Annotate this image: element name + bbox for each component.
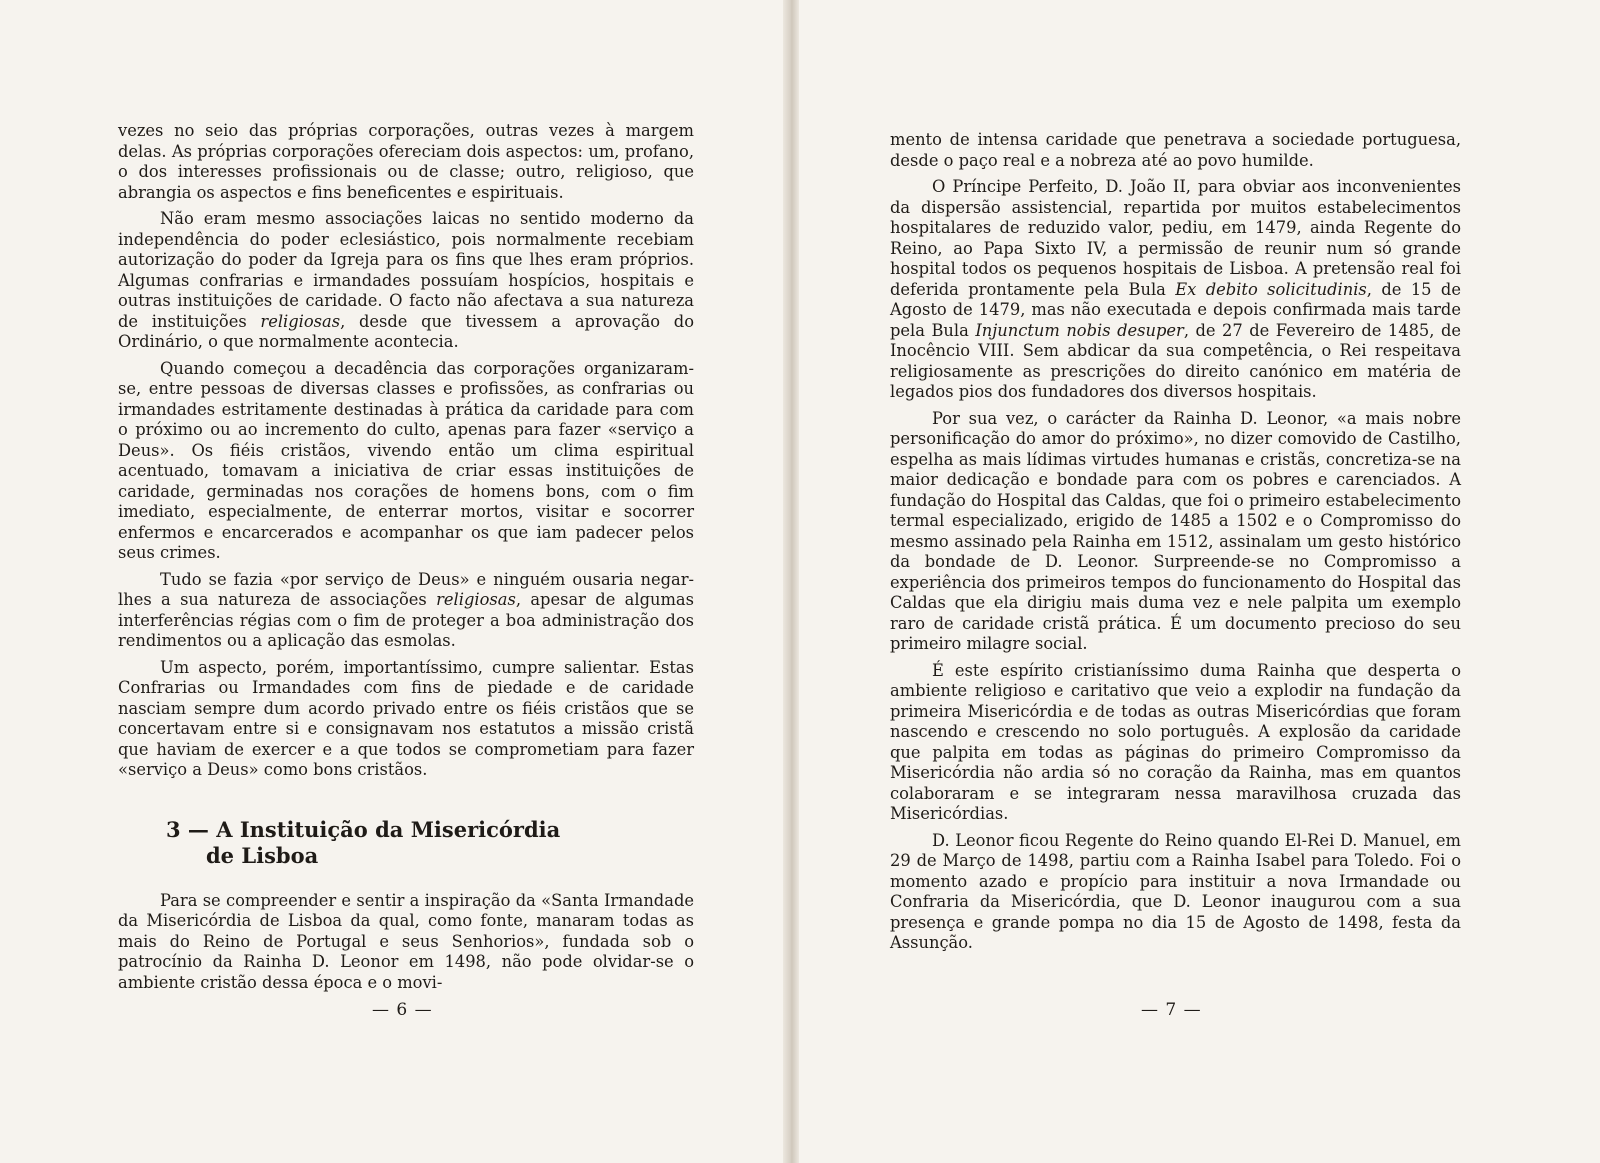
left-page-number: — 6 — — [372, 1000, 433, 1020]
left-paragraph-5: Um aspecto, porém, importantíssimo, cumpre salientar. Estas Confrarias ou Irmandades com fins de piedade e de caridade nasciam sempre dum acordo privado entre os fiéis cristãos que se concertavam entre si e consignavam nos estatutos a missão cristã que haviam de exercer e a que todos se comprometiam para fazer «serviço a Deus» como bons cristãos. — [118, 657, 694, 779]
left-page — [0, 0, 784, 1163]
section-heading-line1: 3 — A Instituição da Misericórdia — [166, 816, 561, 842]
section-heading-line2: de Lisboa — [206, 842, 319, 868]
section-heading — [166, 817, 694, 869]
right-text-column — [890, 130, 1461, 960]
left-paragraph-3: Quando começou a decadência das corporações organizaram-se, entre pessoas de diversas classes e profissões, as confrarias ou irmandades estritamente destinadas à prática da caridade para com o próximo ou ao incremento do culto, apenas para fazer «serviço a Deus». Os fiéis cristãos, vivendo então um clima espiritual acentuado, tomavam a iniciativa de criar essas instituições de caridade, germinadas nos corações de homens bons, com o fim imediato, especialmente, de enterrar mortos, visitar e socorrer enfermos e encarcerados e acompanhar os que iam padecer pelos seus crimes. — [118, 358, 694, 562]
left-text-column — [118, 121, 694, 999]
right-page-number: — 7 — — [1141, 1000, 1202, 1020]
left-paragraph-after-heading: Para se compreender e sentir a inspiração da «Santa Irmandade da Misericórdia de Lisboa da qual, como fonte, manaram todas as mais do Reino de Portugal e seus Senhorios», fundada sob o patrocínio da Rainha D. Leonor em 1498, não pode olvidar-se o ambiente cristão dessa época e o movi- — [118, 890, 694, 992]
right-paragraph-1: mento de intensa caridade que penetrava a sociedade portuguesa, desde o paço real e a nobreza até ao povo humilde. — [890, 130, 1461, 170]
right-paragraph-5: D. Leonor ficou Regente do Reino quando El-Rei D. Manuel, em 29 de Março de 1498, partiu com a Rainha Isabel para Toledo. Foi o momento azado e propício para instituir a nova Irmandade ou Confraria da Misericórdia, que D. Leonor inaugurou com a sua presença e grande pompa no dia 15 de Agosto de 1498, festa da Assunção. — [890, 830, 1461, 952]
right-paragraph-3: Por sua vez, o carácter da Rainha D. Leonor, «a mais nobre personificação do amor do próximo», no dizer comovido de Castilho, espelha as mais lídimas virtudes humanas e cristãs, concretiza-se na maior dedicação e bondade para com os pobres e carenciados. A fundação do Hospital das Caldas, que foi o primeiro estabelecimento termal especializado, erigido de 1485 a 1502 e o Compromisso do mesmo assinado pela Rainha em 1512, assinalam um gesto histórico da bondade de D. Leonor. Surpreende-se no Compromisso a experiência dos primeiros tempos do funcionamento do Hospital das Caldas que ela dirigiu mais duma vez e nele palpita um exemplo raro de caridade cristã prática. É um documento precioso do seu primeiro milagre social. — [890, 408, 1461, 653]
right-paragraph-4: É este espírito cristianíssimo duma Rainha que desperta o ambiente religioso e caritativo que veio a explodir na fundação da primeira Misericórdia e de todas as outras Misericórdias que foram nascendo e crescendo no solo português. A explosão da caridade que palpita em todas as páginas do primeiro Compromisso da Misericórdia não ardia só no coração da Rainha, mas em quantos colaboraram e se integraram nessa maravilhosa cruzada das Misericórdias. — [890, 660, 1461, 823]
left-paragraph-4: Tudo se fazia «por serviço de Deus» e ninguém ousaria negar-lhes a sua natureza de associações religiosas, apesar de algumas interferências régias com o fim de proteger a boa administração dos rendimentos ou a aplicação das esmolas. — [118, 569, 694, 650]
left-paragraph-1: vezes no seio das próprias corporações, outras vezes à margem delas. As próprias corporações ofereciam dois aspectos: um, profano, o dos interesses profissionais ou de classe; outro, religioso, que abrangia os aspectos e fins beneficentes e espirituais. — [118, 121, 694, 202]
right-page — [799, 0, 1600, 1163]
right-paragraph-2: O Príncipe Perfeito, D. João II, para obviar aos inconvenientes da dispersão assistencial, repartida por muitos estabelecimentos hospitalares de reduzido valor, pediu, em 1479, ainda Regente do Reino, ao Papa Sixto IV, a permissão de reunir num só grande hospital todos os pequenos hospitais de Lisboa. A pretensão real foi deferida prontamente pela Bula Ex debito solicitudinis, de 15 de Agosto de 1479, mas não executada e depois confirmada mais tarde pela Bula Injunctum nobis desuper, de 27 de Fevereiro de 1485, de Inocêncio VIII. Sem abdicar da sua competência, o Rei respeitava religiosamente as prescrições do direito canónico em matéria de legados pios dos fundadores dos diversos hospitais. — [890, 177, 1462, 401]
book-gutter — [783, 0, 799, 1163]
left-paragraph-2: Não eram mesmo associações laicas no sentido moderno da independência do poder eclesiástico, pois normalmente recebiam autorização do poder da Igreja para os fins que lhes eram próprios. Algumas confrarias e irmandades possuíam hospícios, hospitais e outras instituições de caridade. O facto não afectava a sua natureza de instituições religiosas, desde que tivessem a aprovação do Ordinário, o que normalmente acontecia. — [118, 209, 694, 351]
